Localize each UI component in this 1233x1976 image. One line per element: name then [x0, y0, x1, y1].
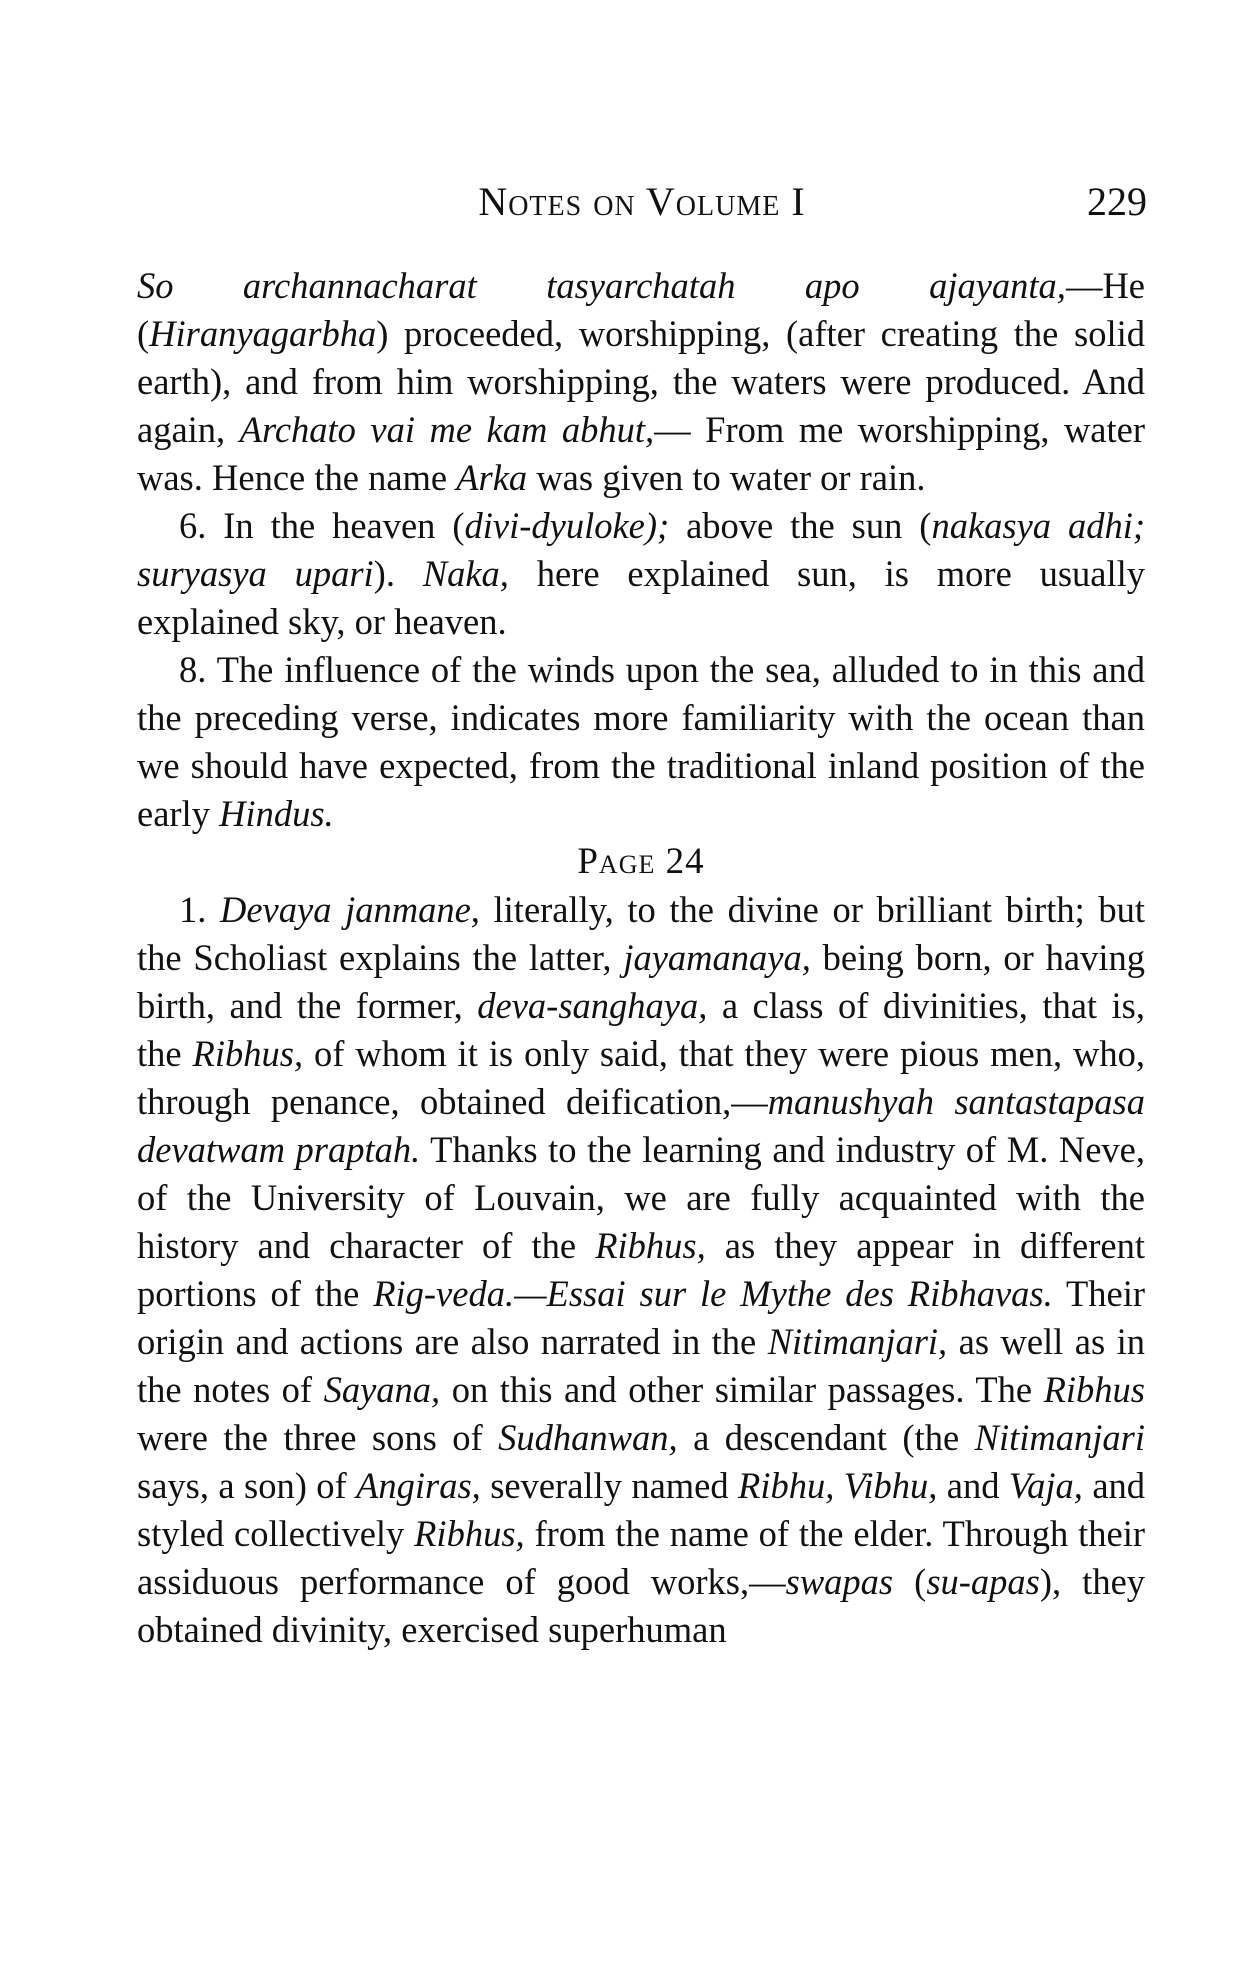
sanskrit-term: divi-dyuloke);: [464, 505, 670, 546]
work-title: Nitimanjari,: [767, 1321, 948, 1362]
proper-name: Ribhus,: [414, 1513, 525, 1554]
text-run: (: [893, 1561, 927, 1602]
text-run: being born, or having birth, and the former,: [137, 937, 1145, 1026]
text-run: says, a son) of: [137, 1465, 357, 1506]
text-run: were the three sons of: [137, 1417, 499, 1458]
sanskrit-term: Hiranyagarbha: [149, 313, 377, 354]
sanskrit-term: jayamanaya,: [623, 937, 811, 978]
sanskrit-quote: So archannacharat tasyarchatah apo ajayanta,: [137, 265, 1066, 306]
text-run: ), they obtained divinity, exercised superhuman: [137, 1561, 1146, 1650]
text-run: 8. The influence of the winds upon the sea, alluded to in this and the preceding verse, indicates more familiarity with the ocean than we should have expected, from the traditional inland position of the early: [137, 649, 1145, 834]
work-title: Nitimanjari: [974, 1417, 1145, 1458]
proper-name: Ribhus,: [595, 1225, 706, 1266]
proper-name: Ribhus,: [192, 1033, 304, 1074]
page-number: 229: [1087, 179, 1147, 224]
sanskrit-term: deva-sanghaya,: [477, 985, 708, 1026]
sanskrit-quote: Archato vai me kam abhut,: [239, 409, 655, 450]
text-run: here explained sun, is more usually explained sky, or heaven.: [137, 553, 1146, 642]
note-8: [137, 646, 1145, 838]
text-run: Their origin and actions are also narrated in the: [137, 1273, 1145, 1362]
text-run: as they appear in different portions of the: [137, 1225, 1145, 1314]
text-run: 1.: [179, 889, 220, 930]
text-run: a class of divinities, that is, the: [137, 985, 1145, 1074]
sanskrit-term: Naka,: [422, 553, 509, 594]
proper-name: Sayana,: [323, 1369, 441, 1410]
sanskrit-term: Devaya janmane,: [220, 889, 480, 930]
text-run: ) proceeded, worshipping, (after creating the solid earth), and from him worshipping, the waters were produced. And again,: [137, 313, 1145, 450]
proper-name: Sudhanwan,: [498, 1417, 678, 1458]
sanskrit-term: Arka: [456, 457, 528, 498]
text-run: was given to water or rain.: [527, 457, 926, 498]
text-run: of whom it is only said, that they were pious men, who, through penance, obtained deification,—: [137, 1033, 1145, 1122]
text-run: — From me worshipping, water was. Hence the name: [137, 409, 1146, 498]
running-head: Notes on Volume I: [478, 179, 806, 224]
page-header: [137, 178, 1147, 228]
text-run: a descendant (the: [677, 1417, 975, 1458]
text-run: literally, to the divine or brilliant birth; but the Scholiast explains the latter,: [137, 889, 1145, 978]
text-run: and: [937, 1465, 1009, 1506]
sanskrit-quote: manushyah santastapasa devatwam praptah.: [137, 1081, 1145, 1170]
work-title: Rig-veda.—Essai sur le Mythe des Ribhavas.: [373, 1273, 1053, 1314]
sanskrit-quote: nakasya adhi; suryasya upari: [137, 505, 1145, 594]
proper-name: Angiras,: [356, 1465, 481, 1506]
proper-name: Ribhus: [1043, 1369, 1145, 1410]
text-run: —He (: [137, 265, 1145, 354]
text-run: severally named: [480, 1465, 739, 1506]
text-run: above the sun (: [669, 505, 932, 546]
paragraph-continuation: [137, 262, 1145, 502]
proper-name: Vaja,: [1008, 1465, 1083, 1506]
sanskrit-term: swapas: [785, 1561, 894, 1602]
text-run: Thanks to the learning and industry of M. Neve, of the University of Louvain, we are fully acquainted with the history and character of the: [137, 1129, 1145, 1266]
sanskrit-term: su-apas: [926, 1561, 1040, 1602]
text-run: and styled collectively: [137, 1465, 1146, 1554]
text-run: as well as in the notes of: [137, 1321, 1145, 1410]
note-6: [137, 502, 1145, 646]
proper-name: Ribhu, Vibhu,: [738, 1465, 938, 1506]
text-run: from the name of the elder. Through their assiduous performance of good works,—: [137, 1513, 1145, 1602]
section-heading: Page 24: [577, 841, 705, 882]
term: Hindus.: [219, 793, 334, 834]
text-run: 6. In the heaven (: [179, 505, 465, 546]
text-run: on this and other similar passages. The: [440, 1369, 1044, 1410]
note-1: [137, 886, 1145, 1654]
text-run: ).: [373, 553, 423, 594]
body-text: [137, 262, 1145, 1654]
